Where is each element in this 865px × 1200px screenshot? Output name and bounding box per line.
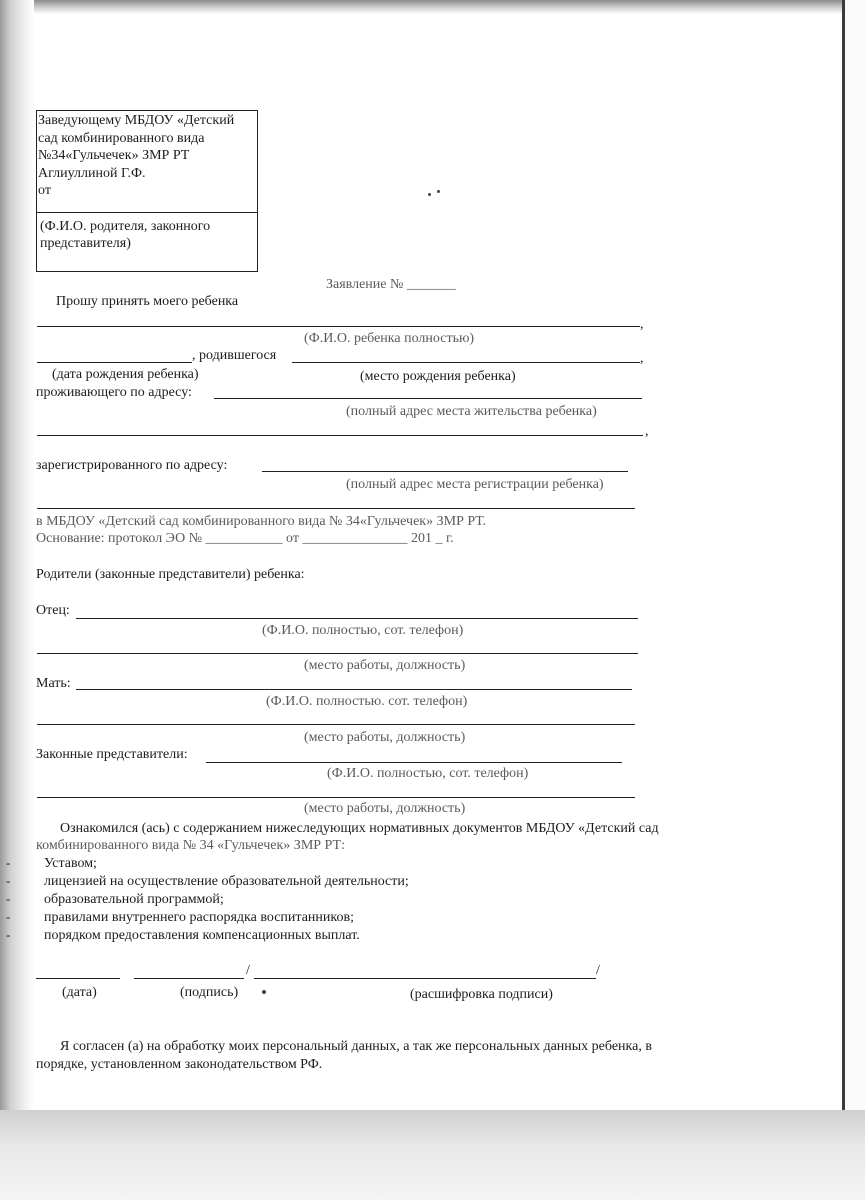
living-address-line-2[interactable] — [37, 435, 643, 436]
father-name-caption: (Ф.И.О. полностью, сот. телефон) — [262, 623, 464, 638]
bullet: - — [6, 927, 11, 942]
mother-work-line[interactable] — [37, 724, 635, 725]
scan-bottom-shadow — [0, 1110, 865, 1200]
mother-work-caption: (место работы, должность) — [304, 730, 466, 745]
guardian-name-caption: (Ф.И.О. полностью, сот. телефон) — [327, 766, 529, 781]
birth-place-caption: (место рождения ребенка) — [360, 369, 516, 384]
registered-address-line-2[interactable] — [37, 508, 635, 509]
comma: , — [640, 351, 644, 366]
bullet: - — [6, 891, 11, 906]
scan-top-shadow — [0, 0, 865, 14]
birth-date-caption: (дата рождения ребенка) — [52, 367, 199, 382]
living-address-label: проживающего по адресу: — [36, 385, 192, 400]
addressee-caption-1: (Ф.И.О. родителя, законного — [40, 219, 211, 234]
document-item: правилами внутреннего распорядка воспитанников; — [44, 910, 354, 925]
kindergarten-target: в МБДОУ «Детский сад комбинированного вида № 34«Гульчечек» ЗМР РТ. — [36, 514, 486, 529]
living-address-caption: (полный адрес места жительства ребенка) — [346, 404, 597, 419]
document-item: порядком предоставления компенсационных выплат. — [44, 928, 360, 943]
addressee-caption-2: представителя) — [40, 236, 131, 251]
acknowledgement-line-1: Ознакомился (ась) с содержанием нижеследующих нормативных документов МБДОУ «Детский сад — [60, 821, 659, 836]
addressee-line-3: №34«Гульчечек» ЗМР РТ — [38, 148, 190, 163]
scan-left-shadow — [0, 0, 34, 1110]
registered-address-caption: (полный адрес места регистрации ребенка) — [346, 477, 604, 492]
scan-right-margin — [845, 0, 865, 1110]
date-line[interactable] — [36, 978, 120, 979]
signature-decode-line[interactable] — [254, 978, 596, 979]
mother-name-line[interactable] — [76, 689, 632, 690]
consent-line-2: порядке, установленном законодательством РФ. — [36, 1057, 323, 1072]
comma: , — [645, 424, 649, 439]
scan-speck — [437, 190, 440, 193]
child-name-caption: (Ф.И.О. ребенка полностью) — [304, 331, 475, 346]
page-title: Заявление № _______ — [326, 277, 456, 292]
slash: / — [596, 963, 600, 978]
father-work-line[interactable] — [37, 653, 638, 654]
scan-speck — [262, 990, 266, 994]
guardian-label: Законные представители: — [36, 747, 188, 762]
addressee-line-2: сад комбинированного вида — [38, 131, 205, 146]
registered-address-line[interactable] — [262, 471, 628, 472]
bullet: - — [6, 873, 11, 888]
addressee-from: от — [38, 183, 51, 198]
document-item: Уставом; — [44, 856, 97, 871]
addressee-line-4: Аглиуллиной Г.Ф. — [38, 166, 146, 181]
mother-label: Мать: — [36, 676, 71, 691]
father-label: Отец: — [36, 603, 70, 618]
father-name-line[interactable] — [76, 618, 638, 619]
parent-name-line[interactable] — [37, 212, 257, 213]
request-intro: Прошу принять моего ребенка — [56, 294, 239, 309]
parents-heading: Родители (законные представители) ребенка: — [36, 567, 305, 582]
consent-line-1: Я согласен (а) на обработку моих персональный данных, а так же персональных данных ребенка, в — [60, 1039, 652, 1054]
birth-date-line[interactable] — [37, 362, 192, 363]
signature-caption: (подпись) — [180, 985, 239, 1000]
document-item: образовательной программой; — [44, 892, 224, 907]
living-address-line[interactable] — [214, 398, 642, 399]
guardian-work-line[interactable] — [37, 797, 635, 798]
comma: , — [640, 317, 644, 332]
slash: / — [246, 963, 250, 978]
bullet: - — [6, 855, 11, 870]
date-caption: (дата) — [62, 985, 97, 1000]
birth-place-line[interactable] — [292, 362, 640, 363]
mother-name-caption: (Ф.И.О. полностью. сот. телефон) — [266, 694, 468, 709]
decode-caption: (расшифровка подписи) — [410, 987, 553, 1002]
bullet: - — [6, 909, 11, 924]
child-name-line[interactable] — [37, 326, 640, 327]
registered-address-label: зарегистрированного по адресу: — [36, 458, 228, 473]
guardian-name-line[interactable] — [206, 762, 622, 763]
scan-speck — [428, 193, 431, 196]
acknowledgement-line-2: комбинированного вида № 34 «Гульчечек» ЗМР РТ: — [36, 838, 345, 853]
signature-line[interactable] — [134, 978, 244, 979]
document-item: лицензией на осуществление образовательной деятельности; — [44, 874, 409, 889]
basis-line: Основание: протокол ЭО № ___________ от _______________ 201 _ г. — [36, 531, 454, 546]
addressee-line-1: Заведующему МБДОУ «Детский — [38, 113, 235, 128]
guardian-work-caption: (место работы, должность) — [304, 801, 466, 816]
born-word: , родившегося — [192, 348, 277, 363]
father-work-caption: (место работы, должность) — [304, 658, 466, 673]
